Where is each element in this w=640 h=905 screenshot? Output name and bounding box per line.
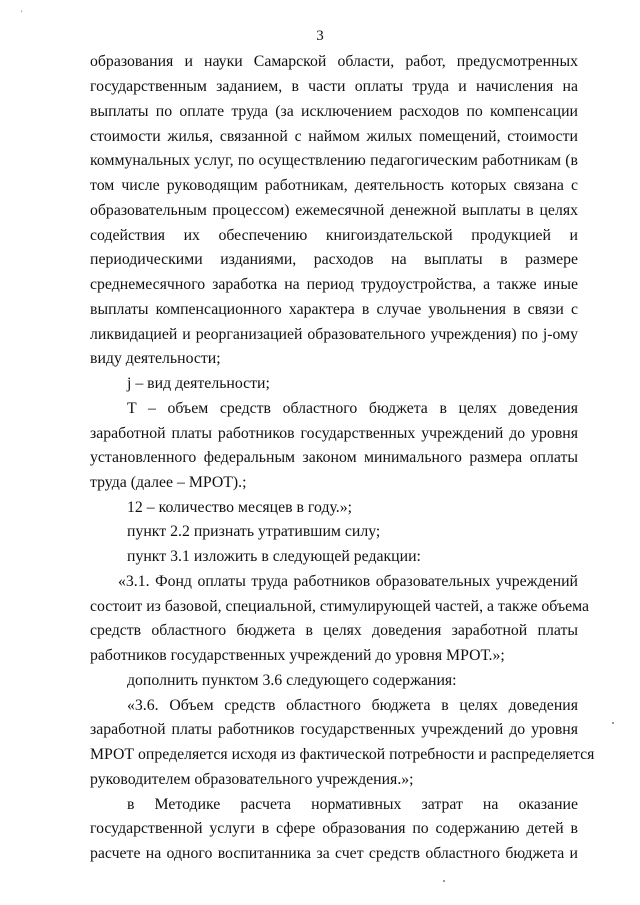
- body-line: средств областного бюджета в целях доведения заработной платы: [90, 622, 578, 639]
- body-line: руководителем образовательного учреждения.»;: [90, 771, 414, 788]
- body-line: труда (далее – МРОТ).;: [90, 474, 247, 491]
- quoted-clause-line: «3.6. Объем средств областного бюджета в целях доведения: [127, 697, 578, 714]
- body-line: виду деятельности;: [90, 350, 221, 367]
- body-line: работников государственных учреждений до уровня МРОТ.»;: [90, 647, 505, 664]
- body-line: стоимости жилья, связанной с наймом жилых помещений, стоимости: [90, 128, 578, 145]
- amendment-line: дополнить пунктом 3.6 следующего содержания:: [127, 672, 457, 689]
- amendment-line: пункт 2.2 признать утратившим силу;: [127, 523, 381, 540]
- definition-line: 12 – количество месяцев в году.»;: [127, 499, 353, 516]
- body-line: коммунальных услуг, по осуществлению педагогическим работникам (в: [90, 152, 578, 169]
- body-line: в Методике расчета нормативных затрат на оказание: [127, 796, 578, 813]
- body-line: образовательным процессом) ежемесячной денежной выплаты в целях: [90, 202, 578, 219]
- definition-line: j – вид деятельности;: [127, 375, 270, 392]
- body-line: заработной платы работников государственных учреждений до уровня: [90, 425, 578, 442]
- body-line: расчете на одного воспитанника за счет средств областного бюджета и: [90, 845, 578, 862]
- corner-mark: ': [21, 9, 23, 18]
- body-line: выплаты по оплате труда (за исключением расходов по компенсации: [90, 103, 578, 120]
- body-line: содействия их обеспечению книгоиздательской продукцией и: [90, 227, 578, 244]
- body-line: образования и науки Самарской области, работ, предусмотренных: [90, 53, 578, 70]
- body-line: заработной платы работников государственных учреждений до уровня: [90, 721, 578, 738]
- body-line: государственным заданием, в части оплаты труда и начисления на: [90, 78, 578, 95]
- body-line: государственной услуги в сфере образования по содержанию детей в: [90, 820, 578, 837]
- definition-line: T – объем средств областного бюджета в целях доведения: [127, 400, 578, 417]
- body-line: выплаты компенсационного характера в случае увольнения в связи с: [90, 301, 578, 318]
- body-line: периодическими изданиями, расходов на выплаты в размере: [90, 251, 578, 268]
- body-line: установленного федеральным законом минимального размера оплаты: [90, 449, 578, 466]
- body-line: состоит из базовой, специальной, стимулирующей частей, а также объема: [90, 598, 590, 615]
- amendment-line: пункт 3.1 изложить в следующей редакции:: [127, 548, 421, 565]
- quoted-clause-line: «3.1. Фонд оплаты труда работников образовательных учреждений: [118, 573, 578, 590]
- scan-speck: [612, 722, 614, 724]
- body-line: том числе руководящим работникам, деятельность которых связана с: [90, 177, 578, 194]
- page-number: 3: [316, 28, 324, 44]
- scan-speck: [443, 880, 445, 882]
- body-line: МРОТ определяется исходя из фактической потребности и распределяется: [90, 746, 595, 763]
- body-line: среднемесячного заработка на период трудоустройства, а также иные: [90, 276, 578, 293]
- body-line: ликвидацией и реорганизацией образовательного учреждения) по j-ому: [90, 326, 578, 343]
